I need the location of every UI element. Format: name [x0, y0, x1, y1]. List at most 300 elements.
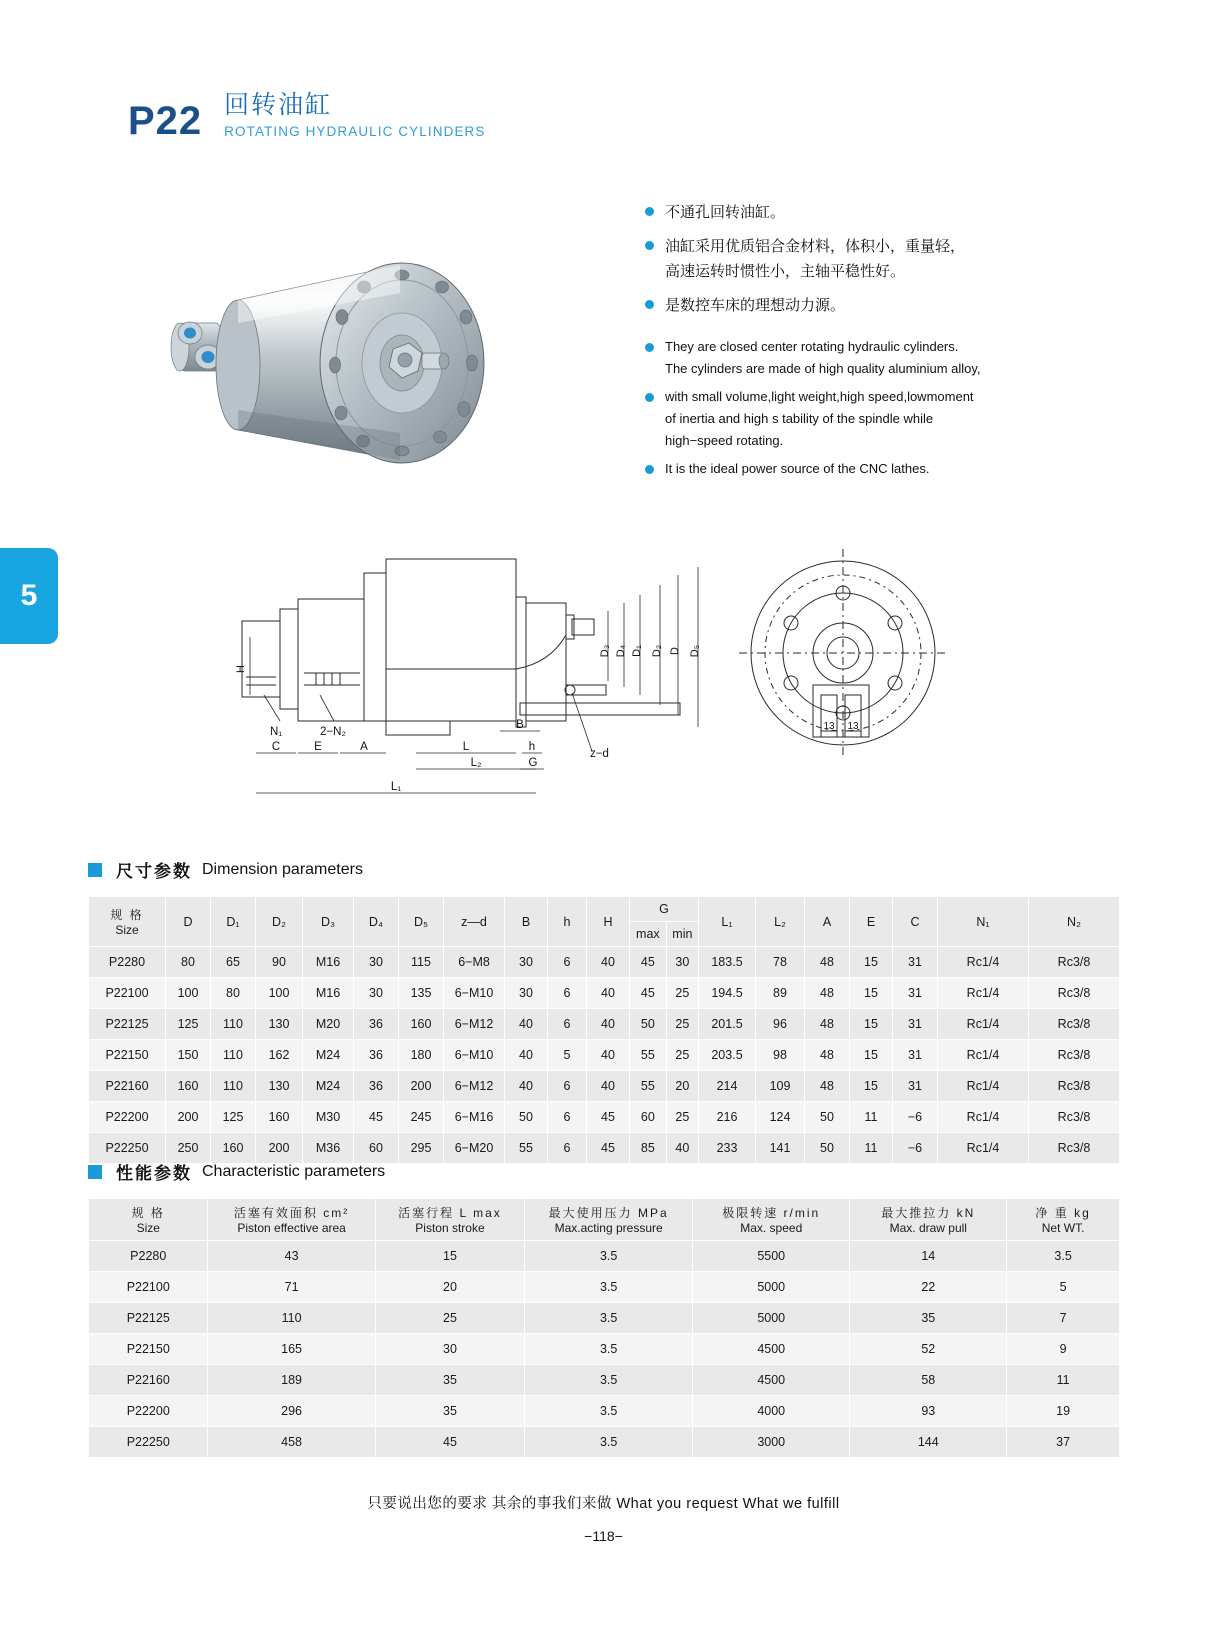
table-cell: 194.5	[699, 978, 756, 1009]
table-row	[89, 1334, 1120, 1365]
table-cell: 15	[850, 1009, 893, 1040]
cell-size: P22160	[89, 1365, 208, 1396]
dim-label-h: H	[235, 665, 247, 673]
page-title-cn: 回转油缸	[224, 91, 333, 119]
table-cell: 31	[893, 1009, 938, 1040]
col-b: B	[505, 897, 548, 947]
table-cell: 160	[399, 1009, 444, 1040]
table-cell: 25	[666, 1102, 698, 1133]
table-cell: 200	[166, 1102, 211, 1133]
table-cell: 216	[699, 1102, 756, 1133]
table-cell: 52	[850, 1334, 1007, 1365]
table-cell: 6−M12	[444, 1009, 505, 1040]
table-cell: Rc3/8	[1029, 1071, 1120, 1102]
dim-label-b: B	[516, 719, 524, 731]
table-cell: 50	[505, 1102, 548, 1133]
feature-list	[645, 200, 1125, 489]
col-zd: z—d	[444, 897, 505, 947]
table-cell: 25	[666, 1009, 698, 1040]
cell-size: P22125	[89, 1009, 166, 1040]
section-title-cn: 尺寸参数	[116, 862, 192, 881]
table-cell: 9	[1007, 1334, 1120, 1365]
table-cell: 30	[354, 947, 399, 978]
table-cell: 6−M10	[444, 978, 505, 1009]
table-cell: 141	[756, 1133, 805, 1164]
table-cell: −6	[893, 1133, 938, 1164]
table-cell: 31	[893, 1071, 938, 1102]
table-cell: 15	[850, 1040, 893, 1071]
dim-label-g: G	[528, 757, 538, 769]
table-cell: 31	[893, 947, 938, 978]
col-d1: D₁	[211, 897, 256, 947]
table-cell: 150	[166, 1040, 211, 1071]
table-row	[89, 1102, 1120, 1133]
table-cell: 11	[850, 1133, 893, 1164]
list-item-continued	[645, 259, 1125, 284]
list-item-continued	[645, 408, 1125, 430]
table-cell: 98	[756, 1040, 805, 1071]
table-cell: Rc1/4	[938, 947, 1029, 978]
table-cell: 3.5	[525, 1241, 693, 1272]
table-cell: Rc1/4	[938, 978, 1029, 1009]
col-g-max: max	[630, 922, 667, 947]
bullet-dot-icon	[645, 207, 654, 216]
table-cell: Rc1/4	[938, 1040, 1029, 1071]
table-row	[89, 1040, 1120, 1071]
table-cell: 144	[850, 1427, 1007, 1458]
table-cell: 50	[805, 1133, 850, 1164]
table-cell: 5000	[693, 1272, 850, 1303]
cell-size: P22100	[89, 978, 166, 1009]
table-cell: 162	[256, 1040, 303, 1071]
table-cell: 296	[208, 1396, 375, 1427]
table-cell: 11	[850, 1102, 893, 1133]
table-row	[89, 1365, 1120, 1396]
table-cell: 40	[587, 978, 630, 1009]
col-size: 规 格 Size	[89, 897, 166, 947]
table-cell: 48	[805, 978, 850, 1009]
table-cell: 109	[756, 1071, 805, 1102]
table-cell: Rc1/4	[938, 1009, 1029, 1040]
dim-label-d5: D₅	[689, 644, 701, 658]
page-header	[128, 92, 486, 141]
table-cell: 110	[208, 1303, 375, 1334]
table-cell: 3.5	[525, 1272, 693, 1303]
table-cell: −6	[893, 1102, 938, 1133]
table-cell: 60	[630, 1102, 667, 1133]
table-cell: 250	[166, 1133, 211, 1164]
table-cell: M24	[303, 1071, 354, 1102]
dim-label-13a: 13	[823, 721, 835, 732]
table-cell: 3.5	[1007, 1241, 1120, 1272]
table-cell: Rc1/4	[938, 1102, 1029, 1133]
table-cell: 30	[505, 947, 548, 978]
table-cell: Rc3/8	[1029, 1040, 1120, 1071]
cell-size: P22150	[89, 1334, 208, 1365]
table-cell: 5000	[693, 1303, 850, 1334]
col-d3: D₃	[303, 897, 354, 947]
dim-label-e: E	[314, 741, 322, 753]
table-cell: 50	[805, 1102, 850, 1133]
table-cell: 183.5	[699, 947, 756, 978]
product-code: P22	[128, 98, 203, 143]
page-title-en: ROTATING HYDRAULIC CYLINDERS	[224, 123, 486, 139]
cell-size: P2280	[89, 1241, 208, 1272]
table-cell: M30	[303, 1102, 354, 1133]
table-cell: Rc3/8	[1029, 947, 1120, 978]
table-cell: 30	[375, 1334, 525, 1365]
table-cell: 65	[211, 947, 256, 978]
table-cell: 4500	[693, 1365, 850, 1396]
col-h-small: h	[548, 897, 587, 947]
table-cell: 35	[850, 1303, 1007, 1334]
table-cell: Rc3/8	[1029, 1133, 1120, 1164]
table-cell: 7	[1007, 1303, 1120, 1334]
cell-size: P22250	[89, 1427, 208, 1458]
table-cell: 50	[630, 1009, 667, 1040]
table-cell: 295	[399, 1133, 444, 1164]
table-cell: 233	[699, 1133, 756, 1164]
col-size: 规 格 Size	[89, 1199, 208, 1241]
table-cell: 40	[505, 1071, 548, 1102]
dim-label-h-small: h	[528, 741, 536, 753]
table-cell: 160	[166, 1071, 211, 1102]
table-cell: 45	[630, 947, 667, 978]
table-cell: 130	[256, 1071, 303, 1102]
col-c: C	[893, 897, 938, 947]
table-cell: M16	[303, 978, 354, 1009]
table-cell: 14	[850, 1241, 1007, 1272]
table-cell: 30	[666, 947, 698, 978]
cell-size: P2280	[89, 947, 166, 978]
table-cell: 93	[850, 1396, 1007, 1427]
table-row	[89, 1071, 1120, 1102]
footer-slogan: 只要说出您的要求 其余的事我们来做 What you request What we fulfill	[367, 1496, 840, 1512]
feature-text: 油缸采用优质铝合金材料，体积小，重量轻，	[665, 238, 966, 255]
title-block	[224, 92, 485, 141]
table-cell: 135	[399, 978, 444, 1009]
table-cell: 40	[666, 1133, 698, 1164]
table-cell: 36	[354, 1071, 399, 1102]
feature-text: of inertia and high s tability of the spindle while	[665, 411, 934, 426]
table-cell: 48	[805, 1040, 850, 1071]
table-cell: 40	[587, 1071, 630, 1102]
table-cell: M24	[303, 1040, 354, 1071]
dim-label-d2: D₂	[651, 644, 663, 658]
col-l2: L₂	[756, 897, 805, 947]
table-cell: 160	[211, 1133, 256, 1164]
table-cell: M16	[303, 947, 354, 978]
feature-text: 是数控车床的理想动力源。	[665, 297, 846, 314]
table-cell: 5500	[693, 1241, 850, 1272]
table-cell: 48	[805, 947, 850, 978]
table-cell: M36	[303, 1133, 354, 1164]
table-cell: 31	[893, 1040, 938, 1071]
list-item	[645, 200, 1125, 225]
table-cell: 130	[256, 1009, 303, 1040]
table-cell: 110	[211, 1071, 256, 1102]
table-cell: 110	[211, 1009, 256, 1040]
table-cell: M20	[303, 1009, 354, 1040]
table-cell: 6	[548, 1071, 587, 1102]
table-cell: 20	[375, 1272, 525, 1303]
table-cell: 60	[354, 1133, 399, 1164]
table-cell: 55	[630, 1040, 667, 1071]
table-row	[89, 1009, 1120, 1040]
table-row	[89, 1241, 1120, 1272]
cell-size: P22200	[89, 1102, 166, 1133]
table-cell: 165	[208, 1334, 375, 1365]
col-max-speed: 极限转速 r/min Max. speed	[693, 1199, 850, 1241]
product-photo	[150, 205, 540, 495]
list-item	[645, 336, 1125, 358]
dim-label-2n2: 2−N₂	[320, 726, 346, 738]
table-cell: 200	[256, 1133, 303, 1164]
table-cell: 37	[1007, 1427, 1120, 1458]
feature-text: The cylinders are made of high quality aluminium alloy,	[665, 361, 981, 376]
list-item	[645, 293, 1125, 318]
col-e: E	[850, 897, 893, 947]
table-cell: 89	[756, 978, 805, 1009]
table-cell: 245	[399, 1102, 444, 1133]
table-row	[89, 1303, 1120, 1334]
table-cell: 40	[587, 947, 630, 978]
table-header-row	[89, 897, 1120, 922]
col-n1: N₁	[938, 897, 1029, 947]
dim-label-c: C	[271, 741, 281, 753]
table-cell: 58	[850, 1365, 1007, 1396]
table-cell: 36	[354, 1040, 399, 1071]
table-cell: 214	[699, 1071, 756, 1102]
list-item	[645, 386, 1125, 408]
feature-text: 不通孔回转油缸。	[665, 204, 786, 221]
table-cell: 124	[756, 1102, 805, 1133]
table-cell: 45	[630, 978, 667, 1009]
table-cell: 3.5	[525, 1396, 693, 1427]
table-cell: 115	[399, 947, 444, 978]
cell-size: P22200	[89, 1396, 208, 1427]
table-cell: 6−M20	[444, 1133, 505, 1164]
table-cell: 6	[548, 978, 587, 1009]
feature-text: They are closed center rotating hydraulic cylinders.	[665, 339, 959, 354]
table-cell: 35	[375, 1396, 525, 1427]
table-cell: 71	[208, 1272, 375, 1303]
list-item	[645, 234, 1125, 259]
bullet-dot-icon	[645, 393, 654, 402]
table-cell: 45	[375, 1427, 525, 1458]
table-cell: Rc3/8	[1029, 1009, 1120, 1040]
bullet-dot-icon	[645, 241, 654, 250]
dim-label-a: A	[360, 741, 368, 753]
table-cell: 3.5	[525, 1334, 693, 1365]
table-row	[89, 1427, 1120, 1458]
dim-label-d: D	[669, 647, 681, 655]
table-cell: 36	[354, 1009, 399, 1040]
square-marker-icon	[88, 863, 102, 877]
col-net-weight: 净 重 kg Net WT.	[1007, 1199, 1120, 1241]
table-cell: 4500	[693, 1334, 850, 1365]
table-cell: 160	[256, 1102, 303, 1133]
table-row	[89, 978, 1120, 1009]
feature-text: high−speed rotating.	[665, 433, 784, 448]
table-cell: 55	[505, 1133, 548, 1164]
list-item-continued	[645, 430, 1125, 452]
feature-text: with small volume,light weight,high speed,lowmoment	[665, 389, 974, 404]
table-cell: 5	[548, 1040, 587, 1071]
table-cell: 5	[1007, 1272, 1120, 1303]
col-d: D	[166, 897, 211, 947]
table-cell: 35	[375, 1365, 525, 1396]
table-cell: 125	[211, 1102, 256, 1133]
dim-label-13b: 13	[847, 721, 859, 732]
table-cell: 45	[354, 1102, 399, 1133]
table-cell: 55	[630, 1071, 667, 1102]
table-cell: 100	[256, 978, 303, 1009]
table-cell: 19	[1007, 1396, 1120, 1427]
table-cell: 125	[166, 1009, 211, 1040]
table-cell: 100	[166, 978, 211, 1009]
section-heading-dimension	[88, 857, 363, 882]
dim-label-l2: L₂	[470, 757, 482, 769]
col-d5: D₅	[399, 897, 444, 947]
section-tab: 5	[0, 548, 58, 644]
list-item	[645, 458, 1125, 480]
table-cell: 6−M16	[444, 1102, 505, 1133]
table-cell: 80	[211, 978, 256, 1009]
table-cell: 458	[208, 1427, 375, 1458]
table-cell: 45	[587, 1133, 630, 1164]
bullet-dot-icon	[645, 343, 654, 352]
table-cell: 200	[399, 1071, 444, 1102]
bullet-dot-icon	[645, 300, 654, 309]
table-cell: 43	[208, 1241, 375, 1272]
table-cell: 85	[630, 1133, 667, 1164]
col-piston-area: 活塞有效面积 cm² Piston effective area	[208, 1199, 375, 1241]
table-cell: 45	[587, 1102, 630, 1133]
dim-label-d3: D₃	[599, 644, 611, 658]
table-cell: 189	[208, 1365, 375, 1396]
table-cell: 30	[354, 978, 399, 1009]
table-cell: 20	[666, 1071, 698, 1102]
square-marker-icon	[88, 1165, 102, 1179]
table-cell: 3.5	[525, 1427, 693, 1458]
section-heading-characteristic	[88, 1159, 385, 1184]
table-row	[89, 947, 1120, 978]
table-row	[89, 1272, 1120, 1303]
table-cell: 25	[666, 1040, 698, 1071]
table-cell: 25	[375, 1303, 525, 1334]
table-cell: 90	[256, 947, 303, 978]
table-cell: 48	[805, 1009, 850, 1040]
cell-size: P22150	[89, 1040, 166, 1071]
table-cell: 15	[850, 947, 893, 978]
table-cell: 6−M8	[444, 947, 505, 978]
table-cell: 78	[756, 947, 805, 978]
table-cell: 40	[505, 1040, 548, 1071]
col-d4: D₄	[354, 897, 399, 947]
col-g-min: min	[666, 922, 698, 947]
table-cell: 3.5	[525, 1365, 693, 1396]
table-cell: 40	[587, 1040, 630, 1071]
table-cell: 6−M12	[444, 1071, 505, 1102]
table-cell: 3.5	[525, 1303, 693, 1334]
table-cell: 80	[166, 947, 211, 978]
dim-label-d4: D₄	[615, 644, 627, 658]
list-item-continued	[645, 358, 1125, 380]
table-cell: 15	[850, 1071, 893, 1102]
section-title-cn: 性能参数	[116, 1164, 192, 1183]
table-cell: 40	[505, 1009, 548, 1040]
cell-size: P22125	[89, 1303, 208, 1334]
dimension-parameters-table	[88, 896, 1120, 1164]
dim-label-l: L	[462, 741, 470, 753]
table-cell: 203.5	[699, 1040, 756, 1071]
technical-drawing-front-view	[735, 545, 955, 775]
dim-label-d1: D₁	[631, 645, 643, 657]
table-cell: 31	[893, 978, 938, 1009]
table-cell: 180	[399, 1040, 444, 1071]
section-title-en: Dimension parameters	[202, 860, 363, 878]
col-n2: N₂	[1029, 897, 1120, 947]
col-piston-stroke: 活塞行程 L max Piston stroke	[375, 1199, 525, 1241]
table-cell: 15	[375, 1241, 525, 1272]
col-l1: L₁	[699, 897, 756, 947]
table-cell: 15	[850, 978, 893, 1009]
table-cell: 201.5	[699, 1009, 756, 1040]
cell-size: P22250	[89, 1133, 166, 1164]
table-cell: 6	[548, 1133, 587, 1164]
table-cell: 11	[1007, 1365, 1120, 1396]
table-cell: 96	[756, 1009, 805, 1040]
table-cell: 22	[850, 1272, 1007, 1303]
dim-label-zd: z−d	[590, 748, 609, 760]
table-row	[89, 1396, 1120, 1427]
col-h: H	[587, 897, 630, 947]
col-g: G	[630, 897, 699, 922]
table-cell: 40	[587, 1009, 630, 1040]
col-acting-pressure: 最大使用压力 MPa Max.acting pressure	[525, 1199, 693, 1241]
table-cell: Rc1/4	[938, 1133, 1029, 1164]
table-cell: 4000	[693, 1396, 850, 1427]
table-cell: 6−M10	[444, 1040, 505, 1071]
table-cell: Rc3/8	[1029, 1102, 1120, 1133]
col-a: A	[805, 897, 850, 947]
cell-size: P22160	[89, 1071, 166, 1102]
table-cell: 6	[548, 947, 587, 978]
table-header-row	[89, 1199, 1120, 1241]
table-cell: 48	[805, 1071, 850, 1102]
dim-label-n1: N₁	[270, 726, 283, 738]
table-cell: 25	[666, 978, 698, 1009]
table-cell: 6	[548, 1009, 587, 1040]
cell-size: P22100	[89, 1272, 208, 1303]
col-d2: D₂	[256, 897, 303, 947]
table-cell: 30	[505, 978, 548, 1009]
dim-label-l1: L₁	[390, 781, 402, 793]
table-cell: Rc3/8	[1029, 978, 1120, 1009]
page-number: −118−	[584, 1528, 623, 1544]
characteristic-parameters-table	[88, 1198, 1120, 1458]
col-draw-pull: 最大推拉力 kN Max. draw pull	[850, 1199, 1007, 1241]
table-cell: 110	[211, 1040, 256, 1071]
section-title-en: Characteristic parameters	[202, 1162, 386, 1180]
table-cell: Rc1/4	[938, 1071, 1029, 1102]
table-cell: 3000	[693, 1427, 850, 1458]
table-cell: 6	[548, 1102, 587, 1133]
bullet-dot-icon	[645, 465, 654, 474]
feature-text: It is the ideal power source of the CNC lathes.	[665, 461, 930, 476]
feature-text: 高速运转时惯性小，主轴平稳性好。	[665, 263, 906, 280]
